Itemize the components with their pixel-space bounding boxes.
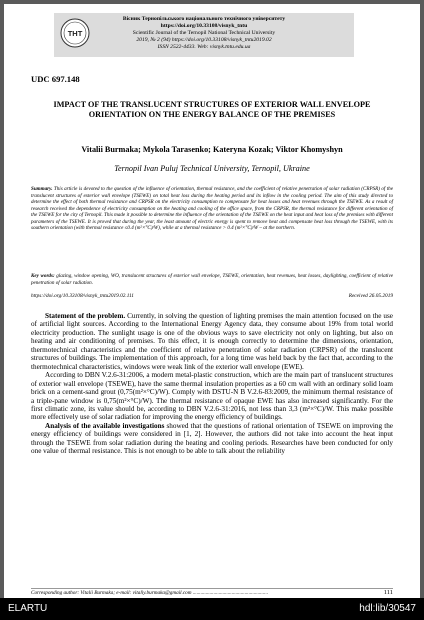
section-heading-analysis: Analysis of the available investigations <box>45 421 165 430</box>
page-number: 111 <box>383 589 393 596</box>
header-line-5: ISSN 2522-4433. Web: visnyk.tntu.edu.ua <box>157 44 251 50</box>
abstract-label: Summary. <box>31 186 53 192</box>
abstract-text: This article is devoted to the question of the influence of orientation, thermal resistance, and the coefficient of relative penetration of solar radiation (CRPSR) of the translucent structures of exterior wall envelope (TSEWE) on total heat loss during the heating period and its inflow in the cooling period. The aim of this study directed to determine the effect of both thermal resistance and CRPSR on the electricity consumption to compensate for heat losses and heat revenues through the TSEWE. As a result of research received the dependence of electricity consumption on the heating and cooling of the office space, from the CRPSR, the thermal resistance for different orientation of the TSEWE for the city of Ternopil. This made it possible to determine the influence of the orientation of the TSEWE on the heat input and heat loss of the premises with different parameters of the TSEWE. It is proved that during the year, the least amount of electric energy is spent to remove heat and compensate heat loss through the TSEWE, with its southern orientation (with thermal resistance ≤0.4 (m²×°C)/W), while at a thermal resistance > 0.4 (m²×°C)/W – at the northern. <box>31 186 393 232</box>
udc-code: UDC 697.148 <box>31 74 80 84</box>
body-text <box>31 312 393 456</box>
svg-text:ТНТ: ТНТ <box>67 29 83 38</box>
repository-bar <box>0 598 424 620</box>
author-list: Vitalii Burmaka; Mykola Tarasenko; Kateryna Kozak; Viktor Khomyshyn <box>81 145 343 154</box>
corresponding-author: Corresponding author: Vitalii Burmaka; e-mail: vitaliy.burmaka@gmail.com .......................................................... <box>31 590 269 596</box>
header-line-1: Вісник Тернопільського національного технічного університету <box>122 16 286 22</box>
header-line-4: 2019, № 2 (94) https://doi.org/10.33108/visnyk_tntu2019.02 <box>136 37 272 43</box>
document-page <box>4 4 420 598</box>
paragraph-1 <box>31 312 393 371</box>
paragraph-3 <box>31 422 393 456</box>
section-heading-problem: Statement of the problem. <box>45 312 126 320</box>
abstract <box>31 186 393 232</box>
paragraph-2: According to DBN V.2.6-31:2006, a modern metal-plastic construction, which are the main part of translucent structures of exterior wall envelope (TSEWE), have the same thermal insulation properties as a 60 cm wall with an ordinary solid loam brick on a cement-sand grout (0,75(m²×°C)/W). Comply with DSTU-N B V.2.6-83:2009, the minimum thermal resistance of a triple-pane window is 0,75(m²×°C)/W). The thermal resistance of opaque EWE has also increased significantly. For the first climatic zone, its value should be, according to DBN V.2.6-31:2016, not less than 3,3 (m²×°C)/W. This make possible more effectively use of solar radiation for improving the energy efficiency of buildings. <box>31 371 393 422</box>
paragraph-3-text: showed that the questions of rational orientation of TSEWE on improving the energy efficiency of buildings were considered in [1, 2]. However, the authors did not take into account the heat input through the TSEWE from solar radiation during the heating and cooling periods. Researches have been conducted for only one value of thermal resistance. This is not enough to be able to talk about the reliability <box>31 421 393 456</box>
repository-name: ELARTU <box>8 603 48 614</box>
keywords-label: Key words: <box>31 273 55 279</box>
keywords <box>31 273 393 286</box>
header-line-2: https://doi.org/10.33108/visnyk_tntu <box>160 23 248 29</box>
page-footer <box>31 588 393 596</box>
paper-title: IMPACT OF THE TRANSLUCENT STRUCTURES OF EXTERIOR WALL ENVELOPE ORIENTATION ON THE ENERGY BALANCE OF THE PREMISES <box>53 100 371 119</box>
received-date: Received 26.05.2019 <box>348 293 393 299</box>
paragraph-1-text: Currently, in solving the question of lighting premises the main attention focused on the use of artificial light sources. According to the International Energy Agency data, they consume about 19% from total world electricity production. The sunlight usage is one of the obvious ways to save electricity not only on lighting, but also on heating and air conditioning of premises. To this effect, it is enough correctly to determine the dimensions, orientation, thermotechnical characteristics and the coefficient of relative penetration of solar radiation (CRPSR) of the translucent structures of buildings. The implementation of this approach, for a long time was held back by the fact that, according to the thermotechnical characteristics, windows were weak link of the exterior wall envelope (EWE). <box>31 312 393 371</box>
journal-logo-icon <box>60 18 90 48</box>
doi-line <box>31 293 393 299</box>
handle-id[interactable]: hdl:lib/30547 <box>359 603 416 614</box>
doi-link[interactable]: https://doi.org/10.33108/visnyk_tntu2019.02.111 <box>31 293 134 299</box>
journal-header <box>54 13 354 57</box>
affiliation: Ternopil Ivan Puluj Technical University, Ternopil, Ukraine <box>114 164 310 173</box>
keywords-text: glazing, window opening, WO, translucent structures of exterior wall envelope, TSEWE, orientation, heat revenues, heat losses, daylighting, coefficient of relative penetration of solar radiation. <box>31 273 393 286</box>
header-line-3: Scientific Journal of the Ternopil National Technical University <box>132 30 276 36</box>
